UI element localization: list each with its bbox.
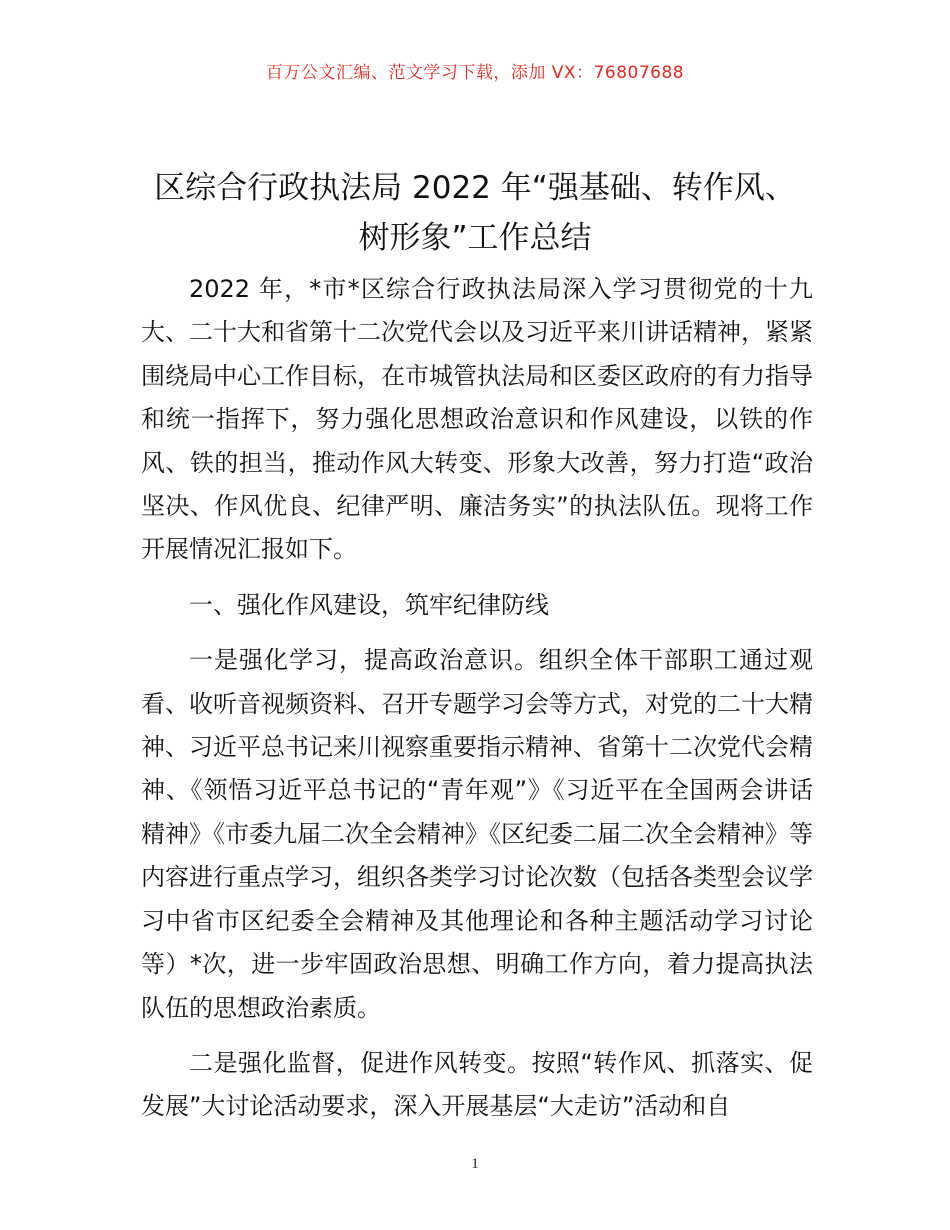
title-line-2: 树形象”工作总结 [358,220,592,256]
intro-paragraph: 2022 年，*市*区综合行政执法局深入学习贯彻党的十九大、二十大和省第十二次党代会以及习近平来川讲话精神，紧紧围绕局中心工作目标，在市城管执法局和区委区政府的有力指导和统一指挥下，努力强化思想政治意识和作风建设，以铁的作风、铁的担当，推动作风大转变、形象大改善，努力打造“政治坚决、作风优良、纪律严明、廉洁务实”的执法队伍。现将工作开展情况汇报如下。 [141,275,813,564]
page-number: 1 [471,1156,479,1172]
paragraph-item-1: 一是强化学习，提高政治意识。组织全体干部职工通过观看、收听音视频资料、召开专题学习会等方式，对党的二十大精神、习近平总书记来川视察重要指示精神、省第十二次党代会精神、《领悟习近平总书记的“青年观”》《习近平在全国两会讲话精神》《市委九届二次全会精神》《区纪委二届二次全会精神》等内容进行重点学习，组织各类学习讨论次数（包括各类型会议学习中省市区纪委全会精神及其他理论和各种主题活动学习讨论等）*次，进一步牢固政治思想、明确工作方向，着力提高执法队伍的思想政治素质。 [141,646,813,1022]
paragraph-item-2: 二是强化监督，促进作风转变。按照“转作风、抓落实、促发展”大讨论活动要求，深入开展基层“大走访”活动和自 [141,1048,813,1121]
document-title [100,163,850,263]
section-heading-1: 一、强化作风建设，筑牢纪律防线 [189,590,549,619]
title-line-1: 区综合行政执法局 2022 年“强基础、转作风、 [154,170,796,206]
header-watermark-note: 百万公文汇编、范文学习下载，添加 VX：76807688 [265,63,685,83]
document-body [141,268,813,1129]
